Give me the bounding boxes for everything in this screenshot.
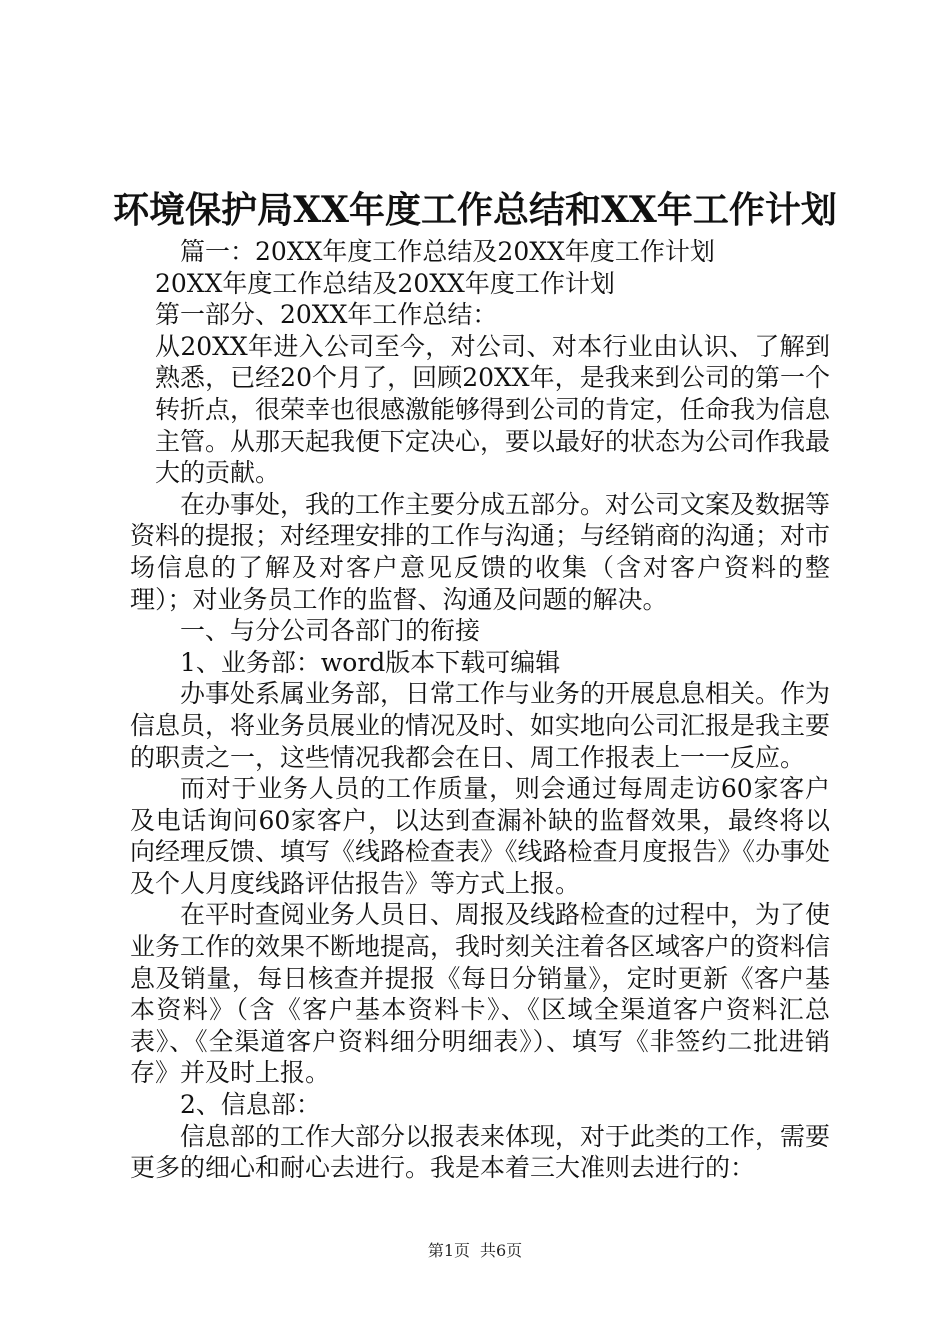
section-heading: 一、与分公司各部门的衔接 — [180, 616, 481, 646]
body-paragraph: 在办事处，我的工作主要分成五部分。对公司文案及数据等资料的提报；对经理安排的工作与沟通；与经销商的沟通；对市场信息的了解及对客户意见反馈的收集（含对客户资料的整理）；对业务员工作的监督、沟通及问题的解决。 — [130, 489, 831, 614]
subtitle-line: 20XX年度工作总结及20XX年度工作计划 — [155, 268, 615, 298]
page-number: 第1页 — [427, 1241, 470, 1260]
body-paragraph: 从20XX年进入公司至今，对公司、对本行业由认识、了解到熟悉，已经20个月了，回顾20XX年，是我来到公司的第一个转折点，很荣幸也很感激能够得到公司的肯定，任命我为信息主管。从那天起我便下定决心，要以最好的状态为公司作我最大的贡献。 — [155, 331, 831, 488]
section-heading: 1、业务部：word版本下载可编辑 — [180, 647, 561, 677]
document-title: 环境保护局XX年度工作总结和XX年工作计划 — [113, 189, 837, 231]
body-paragraph: 而对于业务人员的工作质量，则会通过每周走访60家客户及电话询问60家客户，以达到查漏补缺的监督效果，最终将以向经理反馈、填写《线路检查表》《线路检查月度报告》《办事处及个人月度线路评估报告》等方式上报。 — [130, 774, 831, 898]
section-heading: 2、信息部： — [180, 1090, 321, 1120]
page-footer — [0, 1239, 950, 1263]
body-paragraph: 信息部的工作大部分以报表来体现，对于此类的工作，需要更多的细心和耐心去进行。我是本着三大准则去进行的： — [130, 1121, 831, 1183]
body-paragraph: 办事处系属业务部，日常工作与业务的开展息息相关。作为信息员，将业务员展业的情况及时、如实地向公司汇报是我主要的职责之一，这些情况我都会在日、周工作报表上一一反应。 — [130, 679, 831, 772]
section-heading: 第一部分、20XX年工作总结： — [155, 300, 498, 330]
page-total: 共6页 — [480, 1241, 523, 1260]
body-paragraph: 在平时查阅业务人员日、周报及线路检查的过程中，为了使业务工作的效果不断地提高，我时刻关注着各区域客户的资料信息及销量，每日核查并提报《每日分销量》，定时更新《客户基本资料》（含《客户基本资料卡》、《区域全渠道客户资料汇总表》、《全渠道客户资料细分明细表》）、填写《非签约二批进销存》并及时上报。 — [130, 900, 831, 1088]
subtitle-line: 篇一：20XX年度工作总结及20XX年度工作计划 — [180, 237, 715, 266]
document-body — [130, 236, 830, 1184]
